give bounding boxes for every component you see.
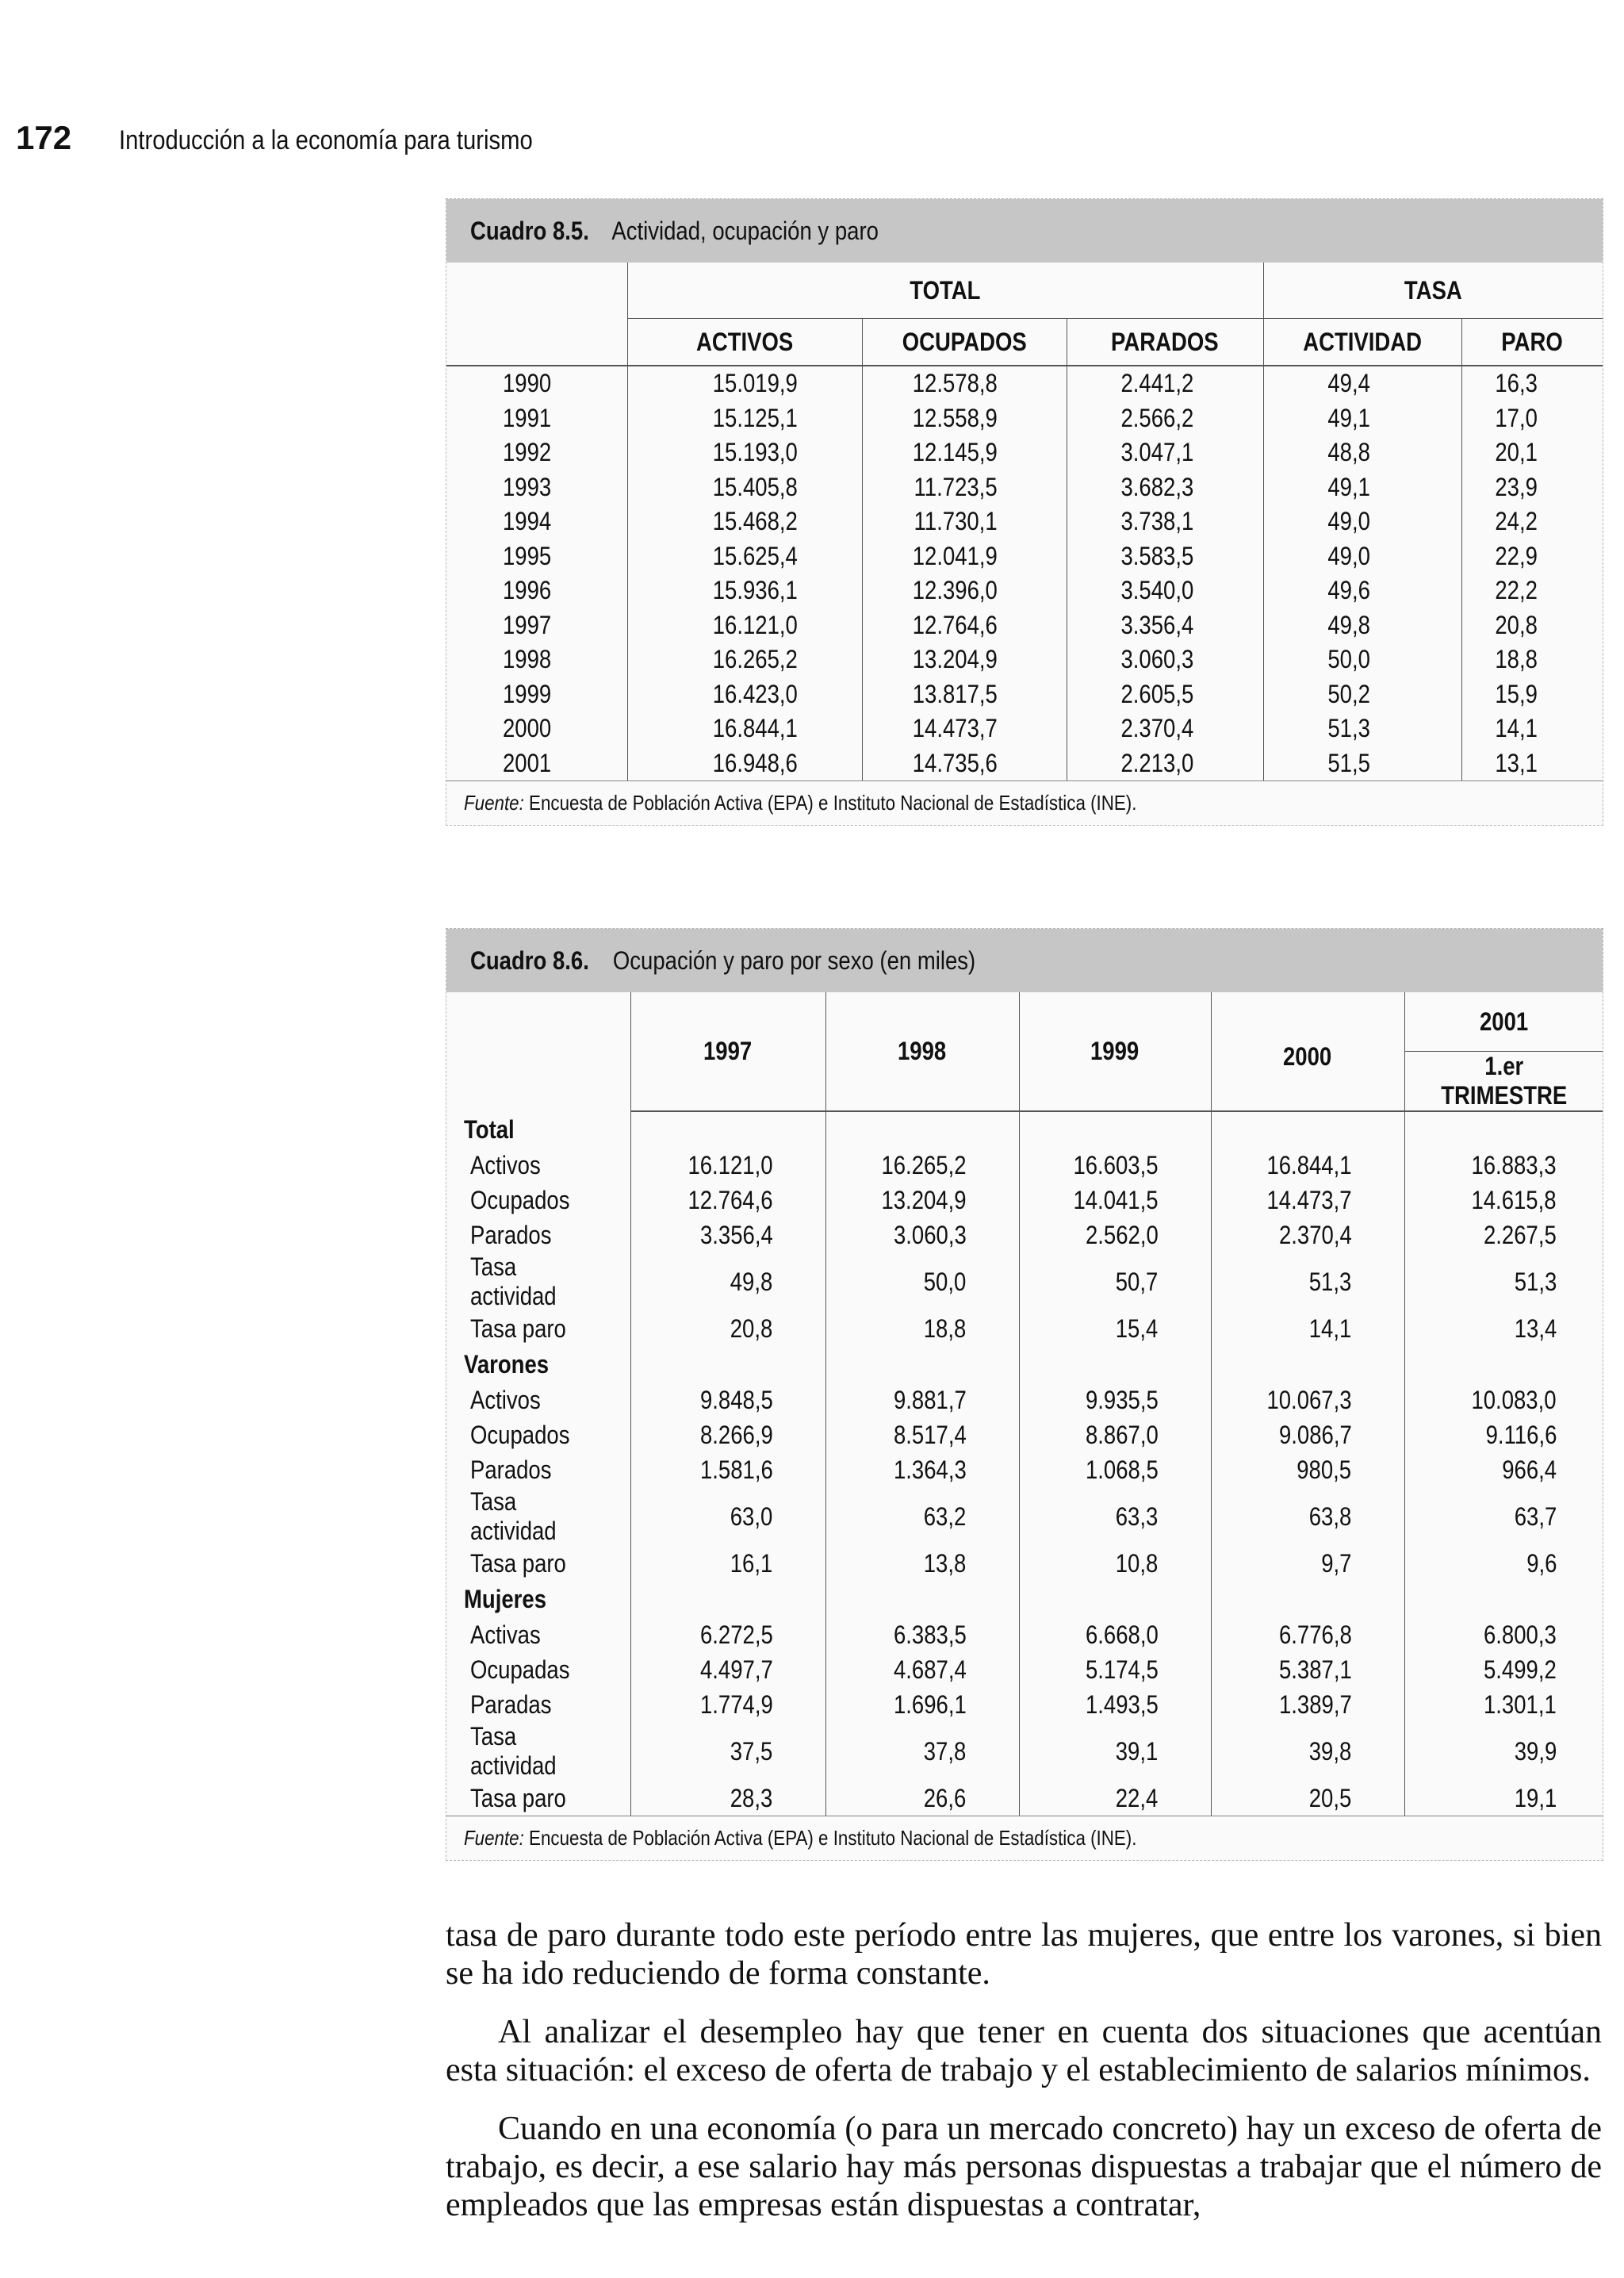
cell-ocupados: 14.735,6 [912,748,998,777]
row-year: 1996 [502,576,552,605]
table1-caption-number: Cuadro 8.5. [470,216,589,245]
cell-value: 8.867,0 [1085,1420,1159,1449]
table2-caption [446,929,1603,992]
table-row [446,711,1603,746]
cell-parados: 2.566,2 [1120,403,1194,432]
cell-activos: 15.019,9 [712,369,798,398]
col-actividad: ACTIVIDAD [1303,327,1422,356]
cell-tasa-actividad: 49,0 [1327,541,1371,570]
row-year: 1998 [502,645,552,674]
group-header-row [446,1111,1603,1148]
table-row [446,1781,1603,1816]
table-row [446,1383,1603,1417]
cell-value: 9.116,6 [1485,1420,1557,1449]
year-1999: 1999 [1090,1037,1139,1065]
row-label: Tasa actividad [470,1487,557,1545]
table-row [446,1148,1603,1183]
cell-tasa-actividad: 50,0 [1327,645,1371,674]
table-row [446,746,1603,781]
cell-tasa-actividad: 51,3 [1327,714,1371,743]
cell-value: 1.301,1 [1484,1689,1557,1719]
cell-parados: 2.441,2 [1120,369,1194,398]
paragraph: Al analizar el desempleo hay que tener en cuenta dos situaciones que acentúan esta situación: el exceso de oferta de trabajo y el establecimiento de salarios mínimos. [446,2014,1602,2088]
row-year: 2001 [502,748,552,777]
row-year: 2000 [502,714,552,743]
cell-value: 9.881,7 [893,1385,967,1414]
row-year: 1995 [502,541,552,570]
page-number: 172 [16,119,72,156]
row-label: Ocupadas [470,1655,570,1684]
cell-value: 39,9 [1514,1736,1557,1766]
cell-value: 9.935,5 [1085,1385,1159,1414]
cell-activos: 16.121,0 [712,610,798,639]
cell-value: 63,0 [730,1501,773,1531]
row-year: 1997 [502,610,552,639]
cell-activos: 16.844,1 [712,714,798,743]
cell-value: 6.776,8 [1278,1620,1352,1649]
cell-value: 37,8 [923,1736,967,1766]
row-label: Ocupados [470,1185,570,1214]
table-row [446,435,1603,470]
cell-activos: 15.468,2 [712,507,798,536]
table-row [446,677,1603,712]
cell-tasa-actividad: 51,5 [1327,748,1371,777]
table-row [446,608,1603,643]
cell-value: 63,8 [1308,1501,1352,1531]
cell-value: 6.272,5 [699,1620,773,1649]
cell-value: 63,2 [923,1501,967,1531]
cell-tasa-paro: 23,9 [1495,472,1538,501]
cell-value: 12.764,6 [688,1185,773,1214]
row-label: Activas [470,1620,541,1649]
row-label: Tasa paro [470,1313,566,1343]
cell-value: 10.083,0 [1471,1385,1557,1414]
table2-body [446,1111,1603,1816]
row-label: Ocupados [470,1420,570,1449]
cell-value: 16.844,1 [1266,1150,1352,1179]
row-year: 1999 [502,679,552,708]
cell-value: 14,1 [1308,1313,1352,1343]
row-year: 1991 [502,403,552,432]
cell-value: 1.068,5 [1085,1455,1159,1484]
table-row [446,470,1603,505]
cell-tasa-paro: 20,1 [1495,438,1538,467]
cell-value: 9.086,7 [1278,1420,1352,1449]
cell-tasa-actividad: 49,8 [1327,610,1371,639]
cell-value: 5.174,5 [1085,1655,1159,1684]
table-row [446,1452,1603,1487]
cell-value: 2.267,5 [1484,1220,1557,1249]
year-1998: 1998 [898,1037,947,1065]
cell-tasa-paro: 20,8 [1495,610,1538,639]
period-first-quarter: 1.er TRIMESTRE [1440,1052,1567,1110]
cell-ocupados: 13.817,5 [912,679,998,708]
cell-tasa-paro: 22,9 [1495,541,1538,570]
table-row [446,642,1603,677]
cell-value: 9,7 [1321,1548,1352,1578]
cell-value: 63,7 [1514,1501,1557,1531]
table1-caption-title: Actividad, ocupación y paro [611,216,879,245]
row-year: 1990 [502,369,552,398]
cell-ocupados: 12.145,9 [912,438,998,467]
table1-grid [446,263,1603,780]
col-parados: PARADOS [1111,327,1219,356]
table-row [446,504,1603,539]
table1-body [446,366,1603,780]
table-row [446,573,1603,608]
cell-value: 13.204,9 [881,1185,967,1214]
cell-activos: 15.193,0 [712,438,798,467]
cell-value: 3.060,3 [893,1220,967,1249]
paragraph: Cuando en una economía (o para un mercado concreto) hay un exceso de oferta de trabajo, es decir, a ese salario hay más personas dispuestas a trabajar que el número de empleados que las empresas están dispuestas a contratar, [446,2111,1602,2223]
cell-parados: 3.047,1 [1120,438,1194,467]
cell-value: 20,5 [1308,1783,1352,1812]
cell-value: 6.800,3 [1484,1620,1557,1649]
table2-caption-title: Ocupación y paro por sexo (en miles) [612,945,976,975]
cell-ocupados: 12.558,9 [912,403,998,432]
table-row [446,1487,1603,1546]
cell-ocupados: 13.204,9 [912,645,998,674]
cell-ocupados: 14.473,7 [912,714,998,743]
table-row [446,539,1603,574]
cell-value: 49,8 [730,1267,773,1296]
cell-parados: 2.213,0 [1120,748,1194,777]
cell-value: 6.383,5 [893,1620,967,1649]
cell-tasa-actividad: 49,4 [1327,369,1371,398]
cell-value: 22,4 [1115,1783,1159,1812]
cell-value: 4.687,4 [893,1655,967,1684]
cell-value: 16.883,3 [1471,1150,1557,1179]
cell-value: 50,0 [923,1267,967,1296]
cell-activos: 15.405,8 [712,472,798,501]
row-label: Tasa paro [470,1783,566,1812]
table-row [446,1252,1603,1311]
cell-ocupados: 12.578,8 [912,369,998,398]
cell-activos: 16.948,6 [712,748,798,777]
cell-value: 18,8 [923,1313,967,1343]
table2-caption-number: Cuadro 8.6. [470,945,589,975]
cell-value: 10,8 [1115,1548,1159,1578]
cell-value: 5.499,2 [1484,1655,1557,1684]
cell-value: 1.364,3 [893,1455,967,1484]
cell-value: 13,4 [1514,1313,1557,1343]
cell-tasa-actividad: 49,1 [1327,472,1371,501]
year-2001: 2001 [1479,1007,1528,1036]
source-text: Encuesta de Población Activa (EPA) e Instituto Nacional de Estadística (INE). [529,791,1137,815]
cell-tasa-paro: 24,2 [1495,507,1538,536]
group-label: Mujeres [464,1584,547,1613]
col-paro: PARO [1501,327,1564,356]
row-label: Activos [470,1150,541,1179]
running-title: Introducción a la economía para turismo [119,125,533,155]
cell-ocupados: 11.730,1 [914,507,998,536]
cell-tasa-paro: 14,1 [1495,714,1538,743]
cell-tasa-paro: 22,2 [1495,576,1538,605]
cell-parados: 3.738,1 [1120,507,1194,536]
cell-value: 4.497,7 [699,1655,773,1684]
table-row [446,1311,1603,1346]
cell-tasa-paro: 18,8 [1495,645,1538,674]
cell-value: 1.493,5 [1085,1689,1159,1719]
table-actividad-ocupacion-paro [446,198,1603,826]
cell-value: 39,1 [1115,1736,1159,1766]
table-row [446,1652,1603,1687]
col-ocupados: OCUPADOS [902,327,1027,356]
group-header-row [446,1581,1603,1617]
cell-value: 5.387,1 [1278,1655,1352,1684]
cell-parados: 3.583,5 [1120,541,1194,570]
year-2000: 2000 [1283,1042,1332,1071]
cell-value: 3.356,4 [699,1220,773,1249]
cell-parados: 2.605,5 [1120,679,1194,708]
row-label: Activos [470,1385,541,1414]
cell-ocupados: 11.723,5 [914,472,998,501]
cell-value: 26,6 [923,1783,967,1812]
row-label: Tasa paro [470,1548,566,1578]
cell-tasa-paro: 15,9 [1495,679,1538,708]
cell-value: 1.389,7 [1278,1689,1352,1719]
cell-ocupados: 12.041,9 [912,541,998,570]
cell-parados: 3.060,3 [1120,645,1194,674]
year-1997: 1997 [703,1037,753,1065]
table1-source [446,780,1603,825]
table2-source [446,1816,1603,1860]
cell-value: 9.848,5 [699,1385,773,1414]
cell-value: 2.562,0 [1085,1220,1159,1249]
cell-value: 6.668,0 [1085,1620,1159,1649]
source-label: Fuente: [464,791,524,815]
source-text: Encuesta de Población Activa (EPA) e Instituto Nacional de Estadística (INE). [529,1826,1137,1850]
cell-value: 50,7 [1115,1267,1159,1296]
col-activos: ACTIVOS [695,327,794,356]
cell-tasa-paro: 13,1 [1495,748,1538,777]
cell-value: 980,5 [1297,1455,1352,1484]
cell-tasa-actividad: 48,8 [1327,438,1371,467]
cell-tasa-actividad: 49,1 [1327,403,1371,432]
cell-tasa-paro: 16,3 [1495,369,1538,398]
cell-activos: 16.423,0 [712,679,798,708]
table1-caption [446,199,1603,263]
cell-value: 13,8 [923,1548,967,1578]
source-label: Fuente: [464,1826,524,1850]
group-header-row [446,1346,1603,1383]
cell-parados: 2.370,4 [1120,714,1194,743]
page-header [16,119,1047,167]
table-row [446,366,1603,401]
row-label: Tasa actividad [470,1722,557,1780]
cell-value: 14.041,5 [1073,1185,1159,1214]
cell-value: 16.121,0 [688,1150,773,1179]
cell-parados: 3.682,3 [1120,472,1194,501]
cell-value: 14.615,8 [1471,1185,1557,1214]
cell-value: 1.696,1 [893,1689,967,1719]
cell-parados: 3.356,4 [1120,610,1194,639]
table-row [446,1417,1603,1452]
row-year: 1992 [502,438,552,467]
cell-tasa-actividad: 50,2 [1327,679,1371,708]
cell-value: 28,3 [730,1783,773,1812]
cell-value: 8.517,4 [893,1420,967,1449]
cell-activos: 16.265,2 [712,645,798,674]
cell-value: 63,3 [1115,1501,1159,1531]
row-label: Tasa actividad [470,1252,557,1310]
group-label: Total [464,1114,515,1144]
cell-value: 51,3 [1308,1267,1352,1296]
body-text [446,1916,1602,2245]
cell-value: 14.473,7 [1266,1185,1352,1214]
group-tasa-label: TASA [1404,275,1462,305]
cell-tasa-paro: 17,0 [1495,403,1538,432]
cell-ocupados: 12.764,6 [912,610,998,639]
cell-value: 966,4 [1502,1455,1557,1484]
table-row [446,1218,1603,1252]
cell-value: 51,3 [1514,1267,1557,1296]
cell-value: 19,1 [1514,1783,1557,1812]
cell-value: 37,5 [730,1736,773,1766]
cell-ocupados: 12.396,0 [912,576,998,605]
cell-parados: 3.540,0 [1120,576,1194,605]
row-label: Parados [470,1455,552,1484]
cell-value: 15,4 [1115,1313,1159,1343]
row-label: Parados [470,1220,552,1249]
cell-value: 39,8 [1308,1736,1352,1766]
group-total-label: TOTAL [910,275,981,305]
cell-value: 8.266,9 [699,1420,773,1449]
row-label: Paradas [470,1689,552,1719]
table-row [446,1722,1603,1781]
row-year: 1993 [502,472,552,501]
row-year: 1994 [502,507,552,536]
table2-grid [446,992,1603,1816]
cell-value: 10.067,3 [1266,1385,1352,1414]
cell-value: 16,1 [730,1548,773,1578]
cell-tasa-actividad: 49,0 [1327,507,1371,536]
paragraph: tasa de paro durante todo este período entre las mujeres, que entre los varones, si bien se ha ido reduciendo de forma constante. [446,1917,1602,1992]
cell-value: 20,8 [730,1313,773,1343]
cell-value: 16.603,5 [1073,1150,1159,1179]
cell-activos: 15.936,1 [712,576,798,605]
table-ocupacion-paro-sexo [446,928,1603,1861]
cell-value: 1.774,9 [699,1689,773,1719]
table-row [446,1687,1603,1722]
cell-activos: 15.625,4 [712,541,798,570]
cell-activos: 15.125,1 [712,403,798,432]
cell-value: 2.370,4 [1278,1220,1352,1249]
cell-value: 9,6 [1526,1548,1557,1578]
table-row [446,401,1603,436]
cell-tasa-actividad: 49,6 [1327,576,1371,605]
cell-value: 1.581,6 [699,1455,773,1484]
cell-value: 16.265,2 [881,1150,967,1179]
table-row [446,1183,1603,1218]
table-row [446,1617,1603,1652]
table-row [446,1546,1603,1581]
group-label: Varones [464,1349,550,1379]
